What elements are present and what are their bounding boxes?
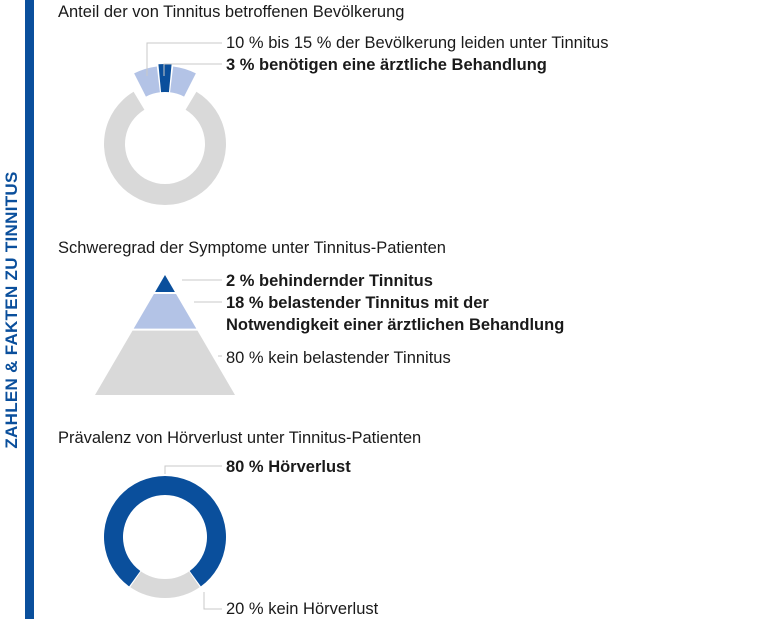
chart1-slice-treatment [158, 64, 171, 92]
chart3-slice-no-loss [130, 571, 200, 598]
chart3-label-hearing-loss: 80 % Hörverlust [226, 458, 351, 476]
chart2-level-1 [134, 294, 197, 329]
chart3-slice-loss [104, 476, 226, 586]
chart1-label-treatment: 3 % benötigen eine ärztliche Behandlung [226, 56, 547, 74]
sidebar-title: ZAHLEN & FAKTEN ZU TINNITUS [2, 171, 21, 449]
chart2-level-0 [155, 275, 175, 292]
chart2-level-2 [95, 331, 235, 395]
chart2-label-middle-line2: Notwendigkeit einer ärztlichen Behandlung [226, 316, 565, 334]
chart1-slice-rest [104, 92, 226, 205]
chart1-slice-affected-right [170, 66, 196, 96]
chart2-title: Schweregrad der Symptome unter Tinnitus-Patienten [58, 239, 446, 257]
chart3-title: Prävalenz von Hörverlust unter Tinnitus-Patienten [58, 429, 422, 447]
chart1-label-affected: 10 % bis 15 % der Bevölkerung leiden unter Tinnitus [226, 34, 609, 52]
chart3-leader-loss [165, 466, 222, 474]
chart3-label-no-hearing-loss: 20 % kein Hörverlust [226, 600, 379, 618]
chart2-label-bottom: 80 % kein belastender Tinnitus [226, 349, 451, 367]
chart1-title: Anteil der von Tinnitus betroffenen Bevölkerung [58, 3, 405, 21]
chart2-label-top: 2 % behindernder Tinnitus [226, 272, 433, 290]
chart2-label-middle-line1: 18 % belastender Tinnitus mit der [226, 294, 489, 312]
chart3-leader-no-loss [204, 592, 222, 609]
